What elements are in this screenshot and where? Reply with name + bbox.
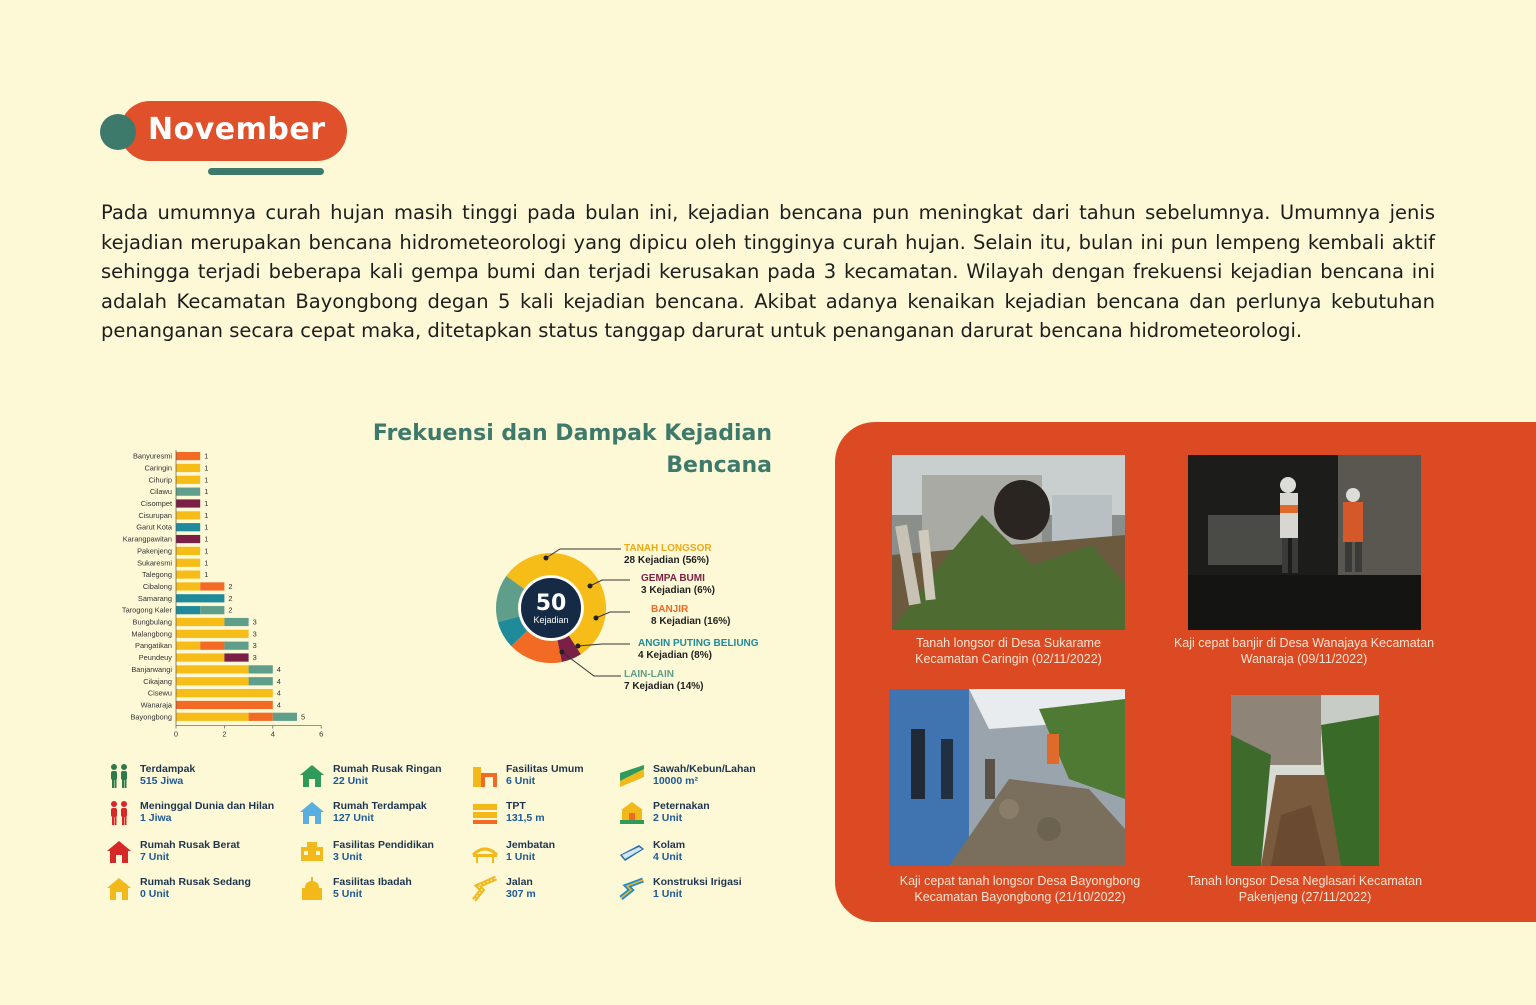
bar-segment-lain <box>224 642 248 650</box>
legend-name: GEMPA BUMI <box>641 573 705 584</box>
bar-category-label: Banyuresmi <box>132 451 172 461</box>
legend-lain-lain <box>624 669 703 693</box>
legend-name: LAIN-LAIN <box>624 669 674 680</box>
impact-item <box>619 876 742 902</box>
impact-name: Meninggal Dunia dan Hilan <box>140 800 275 812</box>
bar-total-label: 3 <box>252 617 257 627</box>
bar-segment-longsor <box>176 559 200 567</box>
chart-title: Frekuensi dan Dampak Kejadian Bencana <box>372 421 772 478</box>
jalan-icon <box>472 876 498 902</box>
impact-text <box>333 839 434 863</box>
bar-total-label: 3 <box>252 641 257 651</box>
impact-item <box>472 839 555 865</box>
impact-text <box>653 800 710 824</box>
bar-segment-longsor <box>176 618 224 626</box>
rumah-rusak-ringan-icon <box>299 763 325 789</box>
impact-value: 1 Unit <box>653 888 683 900</box>
sawah-icon <box>619 763 645 789</box>
bar-segment-angin <box>176 594 224 602</box>
bar-category-label: Karangpawitan <box>122 534 172 544</box>
impact-value: 3 Unit <box>333 851 363 863</box>
bar-category-label: Bungbulang <box>132 617 172 627</box>
bar-category-label: Cikajang <box>143 676 172 686</box>
impact-item <box>106 800 274 826</box>
impact-text <box>506 876 536 900</box>
bar-segment-lain <box>224 618 248 626</box>
impact-value: 1 Unit <box>506 851 536 863</box>
photo-caption: Tanah longsor di Desa Sukarame Kecamatan Caringin (02/11/2022) <box>915 636 1102 666</box>
impact-value: 0 Unit <box>140 888 170 900</box>
legend-value: 7 Kejadian (14%) <box>624 681 704 692</box>
impact-name: Fasilitas Pendidikan <box>333 839 434 851</box>
bar-category-label: Cilawu <box>149 487 172 497</box>
impact-text <box>506 763 584 787</box>
bar-segment-longsor <box>176 653 224 661</box>
bar-segment-longsor <box>176 464 200 472</box>
intro-paragraph: Pada umumnya curah hujan masih tinggi pada bulan ini, kejadian bencana pun meningkat dari tahun sebelumnya. Umumnya jenis kejadian merupakan bencana hidrometeorologi yang dipicu oleh tingginya curah hujan. Selain itu, bulan ini pun lempeng kembali aktif sehingga terjadi beberapa kali gempa bumi dan terjadi kerusakan pada 3 kecamatan. Wilayah dengan frekuensi kejadian bencana ini adalah Kecamatan Bayongbong degan 5 kali kejadian bencana. Akibat adanya kenaikan kejadian bencana dan perlunya kebutuhan penanganan secara cepat maka, ditetapkan status tanggap darurat untuk penanganan darurat bencana hidrometeorologi. <box>101 201 1435 343</box>
legend-name: BANJIR <box>651 604 689 615</box>
bar-total-label: 1 <box>204 487 209 497</box>
impact-item <box>619 763 756 789</box>
bar-category-label: Caringin <box>144 463 172 473</box>
bar-x-tick-label: 0 <box>173 729 179 739</box>
bar-segment-longsor <box>176 689 273 697</box>
photo-caption: Kaji cepat tanah longsor Desa Bayongbong Kecamatan Bayongbong (21/10/2022) <box>899 874 1141 904</box>
photo-landslide-pakenjeng <box>1231 695 1379 866</box>
bar-segment-gempa <box>224 653 248 661</box>
bar-segment-banjir <box>249 713 273 721</box>
bar-category-label: Cisompet <box>140 499 172 508</box>
impact-value: 515 Jiwa <box>140 775 184 787</box>
legend-value: 8 Kejadian (16%) <box>651 616 731 627</box>
people-dead-icon <box>106 800 132 826</box>
bar-total-label: 2 <box>228 593 233 603</box>
bar-category-label: Malangbong <box>131 629 172 639</box>
impact-text <box>653 763 756 787</box>
impact-value: 22 Unit <box>333 775 369 787</box>
bar-total-label: 1 <box>204 570 209 580</box>
bar-segment-gempa <box>176 499 200 507</box>
photo-caption: Tanah longsor Desa Neglasari Kecamatan Pakenjeng (27/11/2022) <box>1187 874 1423 904</box>
impact-name: Jembatan <box>506 839 556 851</box>
fasilitas-umum-icon <box>472 763 498 789</box>
peternakan-icon <box>619 800 645 826</box>
impact-item <box>619 800 710 826</box>
bar-segment-angin <box>176 606 200 614</box>
bar-segment-longsor <box>176 547 200 555</box>
impact-value: 1 Jiwa <box>140 812 172 824</box>
bar-total-label: 2 <box>228 581 233 591</box>
impact-item <box>472 800 545 826</box>
photo-landslide-caringin <box>892 455 1125 630</box>
bar-segment-gempa <box>176 535 200 543</box>
jembatan-icon <box>472 839 498 865</box>
impact-value: 4 Unit <box>653 851 683 863</box>
donut-leader-lines <box>490 540 630 690</box>
rumah-rusak-sedang-icon <box>106 876 132 902</box>
bar-total-label: 2 <box>228 605 233 615</box>
impact-item <box>106 763 195 789</box>
people-icon <box>106 763 132 789</box>
photo-caption: Kaji cepat banjir di Desa Wanajaya Kecamatan Wanaraja (09/11/2022) <box>1173 636 1435 666</box>
bar-category-label: Garut Kota <box>136 522 172 532</box>
bar-category-label: Bayongbong <box>130 712 172 722</box>
bar-total-label: 3 <box>252 629 257 639</box>
bar-category-label: Samarang <box>137 593 172 603</box>
photo-flood-wanaraja <box>1188 455 1421 630</box>
bar-segment-banjir <box>200 642 224 650</box>
impact-item <box>299 876 412 902</box>
impact-name: Peternakan <box>653 800 710 812</box>
bar-total-label: 1 <box>204 510 209 520</box>
rumah-terdampak-icon <box>299 800 325 826</box>
bar-total-label: 3 <box>252 653 257 663</box>
bar-segment-longsor <box>176 713 249 721</box>
impact-value: 131,5 m <box>506 812 545 824</box>
impact-item <box>299 800 427 826</box>
legend-tanah-longsor <box>624 543 712 567</box>
impact-value: 10000 m² <box>653 775 698 787</box>
impact-item <box>106 876 251 902</box>
impact-name: Sawah/Kebun/Lahan <box>653 763 756 775</box>
bar-segment-lain <box>200 606 224 614</box>
impact-item <box>619 839 685 865</box>
bar-category-label: Cibalong <box>142 581 172 591</box>
impact-text <box>653 839 685 863</box>
bar-category-label: Cihurip <box>148 475 172 485</box>
bar-segment-lain <box>249 677 273 685</box>
bar-segment-banjir <box>200 582 224 590</box>
bar-x-tick-label: 4 <box>270 729 275 739</box>
bar-segment-longsor <box>176 582 200 590</box>
bar-segment-longsor <box>176 571 200 579</box>
impact-name: Terdampak <box>140 763 196 775</box>
impact-name: Fasilitas Umum <box>506 763 584 775</box>
impact-name: TPT <box>506 800 526 812</box>
legend-name: ANGIN PUTING BELIUNG <box>638 638 759 649</box>
bar-total-label: 1 <box>204 558 209 568</box>
photo-landslide-bayongbong <box>889 689 1125 866</box>
irigasi-icon <box>619 876 645 902</box>
impact-text <box>333 763 442 787</box>
impact-item <box>472 876 536 902</box>
impact-item <box>299 763 442 789</box>
impact-text <box>140 876 251 900</box>
bar-segment-longsor <box>176 642 200 650</box>
fasilitas-ibadah-icon <box>299 876 325 902</box>
impact-text <box>333 800 427 824</box>
bar-total-label: 5 <box>301 712 306 722</box>
impact-name: Jalan <box>506 876 533 888</box>
bar-category-label: Sukaresmi <box>137 558 172 568</box>
impact-value: 127 Unit <box>333 812 374 824</box>
bar-category-label: Talegong <box>142 570 172 580</box>
impact-item <box>106 839 240 865</box>
bar-segment-longsor <box>176 677 249 685</box>
impact-text <box>506 800 545 824</box>
bar-total-label: 1 <box>204 463 209 473</box>
bar-total-label: 1 <box>204 475 209 485</box>
impact-value: 6 Unit <box>506 775 536 787</box>
donut-center-label: Kejadian <box>533 615 569 625</box>
bar-category-label: Peundeuy <box>138 653 172 663</box>
impact-value: 5 Unit <box>333 888 363 900</box>
bar-segment-angin <box>176 523 200 531</box>
rumah-rusak-berat-icon <box>106 839 132 865</box>
legend-name: TANAH LONGSOR <box>624 543 712 554</box>
donut-center-value: 50 <box>535 591 567 616</box>
bar-segment-lain <box>249 665 273 673</box>
legend-value: 3 Kejadian (6%) <box>641 585 715 596</box>
bar-total-label: 1 <box>204 451 209 461</box>
impact-text <box>140 800 274 824</box>
bar-category-label: Pakenjeng <box>137 546 172 556</box>
bar-total-label: 4 <box>276 688 281 698</box>
badge-dot <box>100 114 136 150</box>
bar-category-label: Cisurupan <box>138 510 172 520</box>
bar-category-label: Tarogong Kaler <box>121 605 172 615</box>
bar-segment-banjir <box>176 701 273 709</box>
bar-segment-lain <box>273 713 297 721</box>
bar-category-label: Pangatikan <box>135 641 172 651</box>
bar-category-label: Banjarwangi <box>131 664 172 674</box>
bar-category-label: Wanaraja <box>140 700 172 710</box>
impact-name: Rumah Rusak Ringan <box>333 763 442 775</box>
bar-total-label: 1 <box>204 499 209 508</box>
legend-gempa-bumi <box>641 573 715 597</box>
legend-banjir <box>651 604 730 628</box>
bar-x-tick-label: 2 <box>222 729 227 739</box>
bar-segment-longsor <box>176 476 200 484</box>
impact-value: 2 Unit <box>653 812 683 824</box>
title-underline <box>208 168 324 175</box>
bar-segment-banjir <box>176 452 200 460</box>
impact-text <box>140 763 195 787</box>
impact-name: Rumah Terdampak <box>333 800 427 812</box>
impact-text <box>140 839 240 863</box>
impact-name: Rumah Rusak Sedang <box>140 876 251 888</box>
bar-total-label: 4 <box>276 676 281 686</box>
impact-text <box>333 876 412 900</box>
kolam-icon <box>619 839 645 865</box>
impact-name: Konstruksi Irigasi <box>653 876 742 888</box>
legend-angin-puting-beliung <box>638 638 759 662</box>
bar-total-label: 4 <box>276 700 281 710</box>
legend-value: 4 Kejadian (8%) <box>638 650 712 661</box>
impact-value: 7 Unit <box>140 851 170 863</box>
month-title: November <box>148 112 326 147</box>
bar-segment-lain <box>176 488 200 496</box>
bar-segment-longsor <box>176 665 249 673</box>
bar-x-tick-label: 6 <box>319 729 324 739</box>
legend-value: 28 Kejadian (56%) <box>624 555 710 566</box>
impact-item <box>299 839 434 865</box>
impact-text <box>653 876 742 900</box>
bar-total-label: 1 <box>204 546 209 556</box>
bar-chart <box>100 448 340 748</box>
impact-name: Kolam <box>653 839 686 851</box>
bar-total-label: 4 <box>276 664 281 674</box>
fasilitas-pendidikan-icon <box>299 839 325 865</box>
impact-name: Fasilitas Ibadah <box>333 876 412 888</box>
impact-value: 307 m <box>506 888 536 900</box>
bar-total-label: 1 <box>204 522 209 532</box>
bar-segment-longsor <box>176 630 249 638</box>
tpt-icon <box>472 800 498 826</box>
impact-name: Rumah Rusak Berat <box>140 839 240 851</box>
bar-category-label: Cisewu <box>147 688 172 698</box>
bar-total-label: 1 <box>204 534 209 544</box>
impact-item <box>472 763 584 789</box>
impact-text <box>506 839 555 863</box>
bar-segment-longsor <box>176 511 200 519</box>
